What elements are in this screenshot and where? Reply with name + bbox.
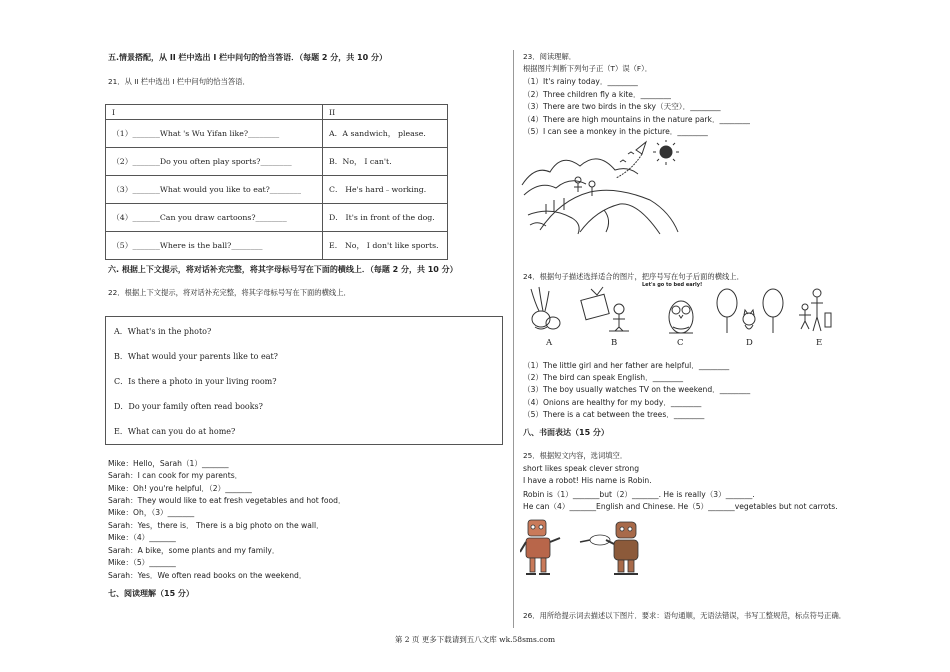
dialogue-line: Mike：（4）_______ [108,533,176,542]
table-question: （3）_______What would you like to eat?________ [106,176,323,204]
section-7-heading: 七、阅读理解（15 分） [108,589,194,598]
table-question: （5）_______Where is the ball?________ [106,232,323,260]
picture-label-a: A [546,338,553,348]
q25-line: He can（4）_______English and Chinese. He（5）_______vegetables but not carrots. [523,502,838,511]
q24-item: （3）The boy usually watches TV on the weekend．________ [523,385,751,394]
father-girl-picture [799,289,831,331]
q26-instruction: 26．用所给提示词去描述以下图片．要求：语句通顺，无语法错误，书写工整规范，标点符号正确． [523,611,847,620]
q23-title: 23．阅读理解． [523,52,577,61]
q23-item: （2）Three children fly a kite．________ [523,90,671,99]
dialogue-line: Sarah：Yes，there is． There is a big photo on the wall． [108,521,324,530]
onion-picture [531,287,560,329]
q24-item: （1）The little girl and her father are helpful．________ [523,361,730,370]
options-box [105,316,503,445]
q24-item: （2）The bird can speak English．________ [523,373,684,382]
q24-item: （4）Onions are healthy for my body．________ [523,398,702,407]
q23-item: （1）It's rainy today．________ [523,77,638,86]
picture-label-b: B [611,338,618,348]
q24-instruction: 24．根据句子描述选择适合的图片，把序号写在句子后面的横线上． [523,272,744,281]
table-row [106,148,448,176]
page-footer: 第 2 页 更多下载请到五八文库 wk.58sms.com [394,635,556,644]
table-row [106,232,448,260]
option-c: C．Is there a photo in your living room? [114,377,277,386]
dialogue-line: Mike：Oh! you're helpful．（2）_______ [108,484,252,493]
table-col1-header: I [106,105,323,120]
dialogue-line: Sarah：They would like to eat fresh vegetables and hot food． [108,496,346,505]
table-row [106,204,448,232]
dialogue-line: Sarah：Yes．We often read books on the weekend． [108,571,307,580]
q21-instruction: 21．从 II 栏中选出 I 栏中问句的恰当答语． [108,77,250,86]
q25-instruction: 25．根据短文内容，选词填空． [523,451,628,460]
option-b: B．What would your parents like to eat? [114,352,278,361]
table-row [106,120,448,148]
q24-item: （5）There is a cat between the trees．________ [523,410,705,419]
dialogue-line: Sarah：I can cook for my parents． [108,471,243,480]
q25-line: Robin is（1）_______but（2）_______. He is really（3）_______. [523,490,755,499]
table-answer: D． It's in front of the dog． [323,204,448,232]
table-row [106,176,448,204]
option-d: D．Do your family often read books? [114,402,263,411]
q23-instruction: 根据图片判断下列句子正（T）误（F）． [523,64,653,73]
robot-left [520,520,560,574]
table-question: （2）_______Do you often play sports?________ [106,148,323,176]
section-6-heading: 六. 根据上下文提示，将对话补充完整，将其字母标号写在下面的横线上．（每题 2 分，共 10 分） [108,265,458,274]
table-col2-header: II [323,105,448,120]
table-question: （4）_______Can you draw cartoons?________ [106,204,323,232]
column-divider [513,50,514,628]
robot-right [580,522,638,574]
picture-label-e: E [816,338,823,348]
option-a: A．What's in the photo? [114,327,212,336]
picture-label-d: D [746,338,753,348]
table-answer: E． No， I don't like sports． [323,232,448,260]
option-e: E．What can you do at home? [114,427,236,436]
table-question: （1）_______What 's Wu Yifan like?________ [106,120,323,148]
q25-word-bank: short likes speak clever strong [523,464,640,473]
dialogue-line: Sarah：A bike，some plants and my family． [108,546,280,555]
dialogue-line: Mike：Oh，（3）_______ [108,508,195,517]
q25-line: I have a robot! His name is Robin. [523,476,652,485]
section-8-heading: 八、书面表达（15 分） [523,428,609,437]
owl-picture [669,301,693,333]
park-scene-illustration [520,140,680,235]
matching-table [105,104,448,260]
robots-illustration [520,516,660,580]
table-answer: B．No， I can't． [323,148,448,176]
section-5-heading: 五.情景搭配，从 II 栏中选出 I 栏中问句的恰当答语．（每题 2 分，共 10 分） [108,53,387,62]
dialogue-line: Mike：（5）_______ [108,558,176,567]
trees-cat-picture [717,289,783,333]
q23-item: （4）There are high mountains in the nature park．________ [523,115,750,124]
owl-speech-bubble: Let's go to bed early! [642,282,703,288]
picture-label-c: C [677,338,684,348]
q23-item: （5）I can see a monkey in the picture．________ [523,127,708,136]
table-answer: C． He's hard﹣working． [323,176,448,204]
dialogue-line: Mike：Hello，Sarah（1）_______ [108,459,229,468]
q22-instruction: 22．根据上下文提示，将对话补充完整，将其字母标号写在下面的横线上． [108,288,351,297]
boy-tv-picture [581,287,629,331]
q23-item: （3）There are two birds in the sky（天空）．________ [523,102,721,111]
table-answer: A．A sandwich， please． [323,120,448,148]
